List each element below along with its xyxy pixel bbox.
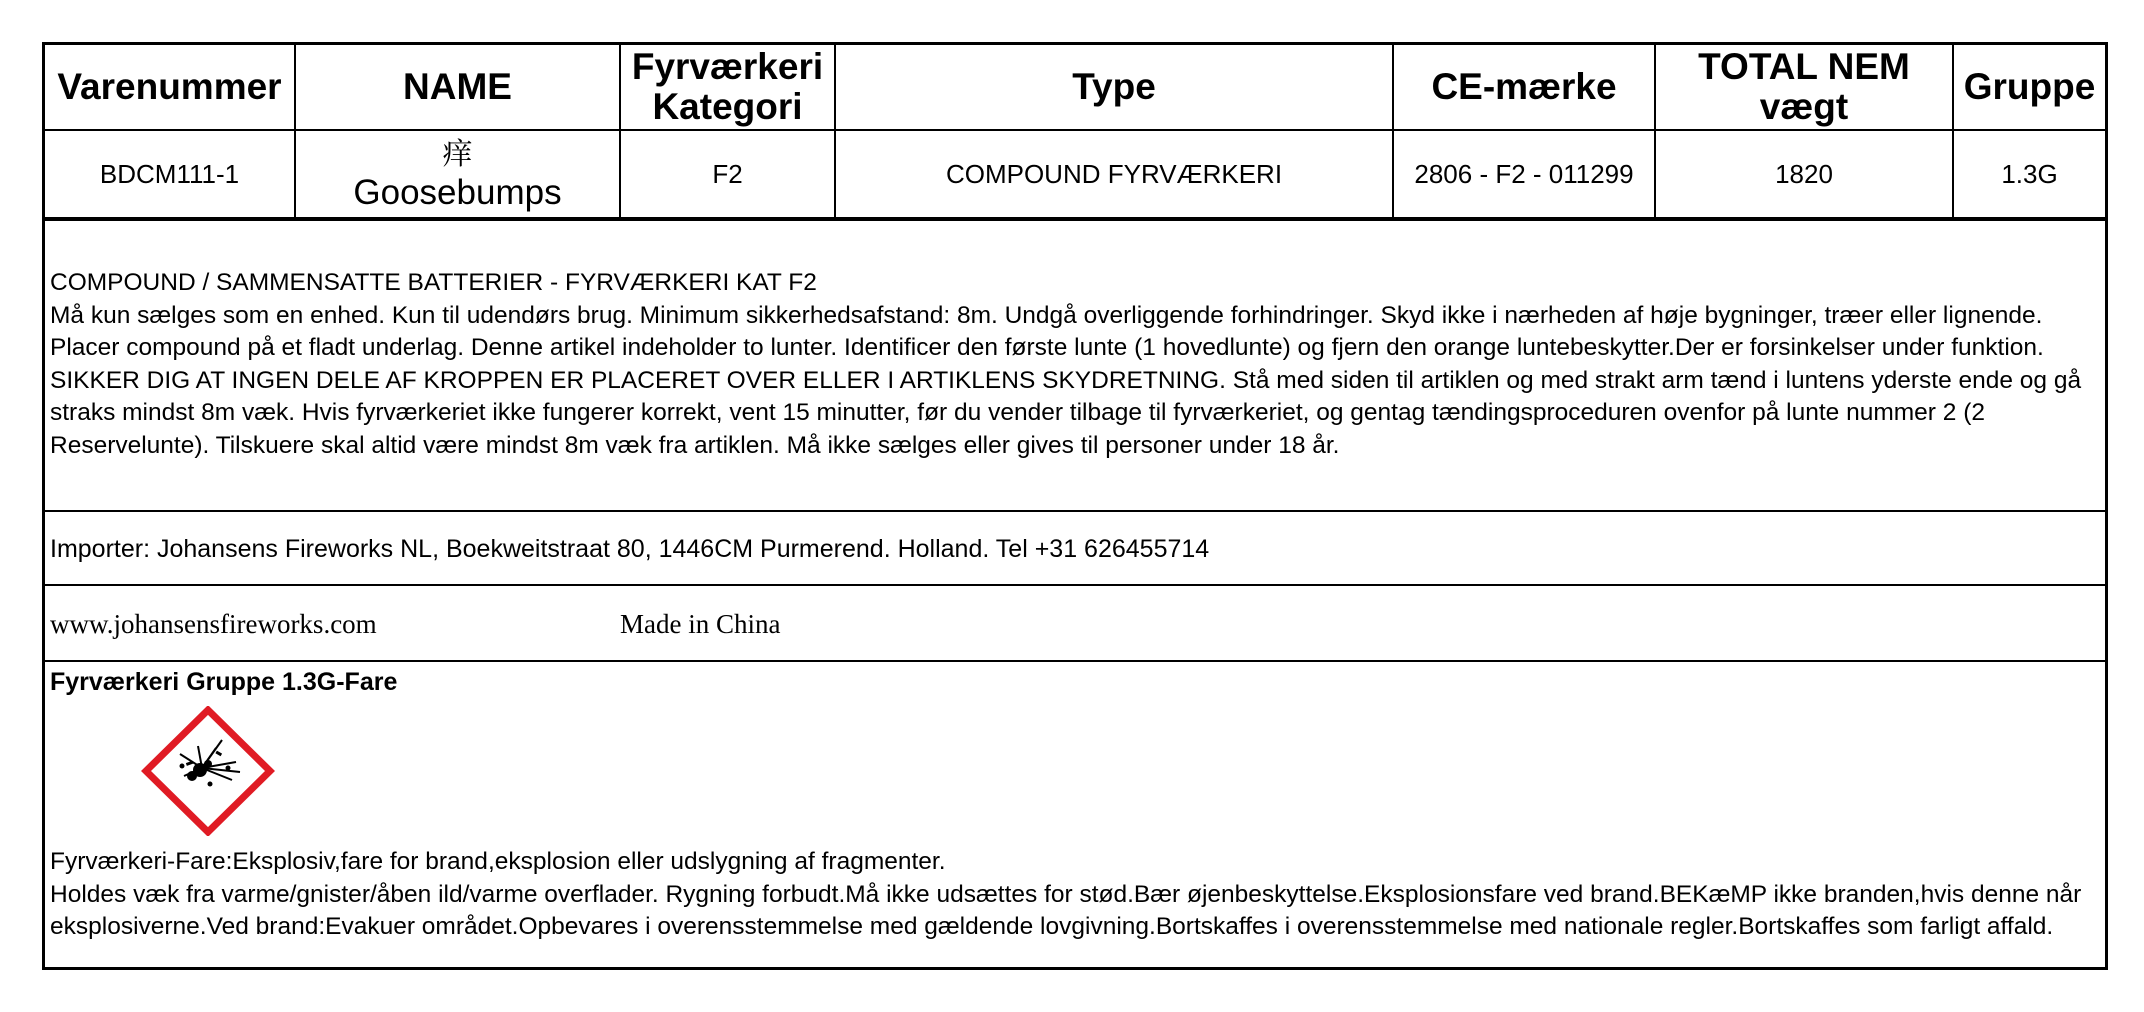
header-kategori — [620, 45, 835, 130]
hazard-title: Fyrværkeri Gruppe 1.3G-Fare — [50, 668, 398, 696]
product-info-table — [45, 45, 2105, 219]
hazard-precautions: Holdes væk fra varme/gnister/åben ild/varme overflader. Rygning forbudt.Må ikke udsættes for stød.Bær øjenbeskyttelse.Eksplosionsfare ved brand.BEKæMP ikke branden,hvis denne når eksplosiverne.Ved brand:Evakuer området.Opbevares i overensstemmelse med gældende lovgivning.Bortskaffes i overensstemmelse med nationale regler.Bortskaffes som farligt affald. — [50, 880, 2082, 940]
web-section — [45, 584, 2105, 660]
table-row — [45, 130, 2105, 218]
made-in-text: Made in China — [620, 609, 781, 639]
cell-type: COMPOUND FYRVÆRKERI — [835, 130, 1393, 218]
cell-name — [295, 130, 620, 218]
cell-varenummer: BDCM111-1 — [45, 130, 295, 218]
header-nem — [1655, 45, 1953, 130]
cell-nem: 1820 — [1655, 130, 1953, 218]
table-header-row — [45, 45, 2105, 130]
header-gruppe: Gruppe — [1953, 45, 2105, 130]
product-label-sheet — [42, 42, 2108, 970]
importer-text: Importer: Johansens Fireworks NL, Boekweitstraat 80, 1446CM Purmerend. Holland. Tel +31 626455714 — [50, 535, 1210, 563]
product-name-english: Goosebumps — [353, 173, 562, 212]
header-name: NAME — [295, 45, 620, 130]
cell-kategori: F2 — [620, 130, 835, 218]
hazard-section — [45, 660, 2105, 944]
header-ce: CE-mærke — [1393, 45, 1655, 130]
header-kategori-line1: Fyrværkeri — [631, 46, 824, 87]
explosive-ghs-icon — [140, 706, 276, 836]
cell-ce: 2806 - F2 - 011299 — [1393, 130, 1655, 218]
header-kategori-line2: Kategori — [652, 86, 803, 127]
description-title: COMPOUND / SAMMENSATTE BATTERIER - FYRVÆRKERI KAT F2 — [50, 269, 817, 296]
hazard-statement: Fyrværkeri-Fare:Eksplosiv,fare for brand,eksplosion eller udslygning af fragmenter. — [50, 848, 946, 875]
header-type: Type — [835, 45, 1393, 130]
cell-gruppe: 1.3G — [1953, 130, 2105, 218]
description-section — [45, 219, 2105, 510]
description-body: Må kun sælges som en enhed. Kun til udendørs brug. Minimum sikkerhedsafstand: 8m. Undgå overliggende forhindringer. Skyd ikke i nærheden af høje bygninger, træer eller lignende. Placer compound på et fladt underlag. Denne artikel indeholder to lunter. Identificer den første lunte (1 hovedlunte) og fjern den orange luntebeskytter.Der er forsinkelser under funktion. SIKKER DIG AT INGEN DELE AF KROPPEN ER PLACERET OVER ELLER I ARTIKLENS SKYDRETNING. Stå med siden til artiklen og med strakt arm tænd i luntens yderste ende og gå straks mindst 8m væk. Hvis fyrværkeriet ikke fungerer korrekt, vent 15 minutter, før du vender tilbage til fyrværkeriet, og gentag tændingsproceduren ovenfor på lunte nummer 2 (2 Reservelunte). Tilskuere skal altid være mindst 8m væk fra artiklen. Må ikke sælges eller gives til personer under 18 år. — [50, 301, 2082, 459]
header-varenummer: Varenummer — [45, 45, 295, 130]
importer-section — [45, 510, 2105, 584]
header-nem-line1: TOTAL NEM — [1698, 46, 1910, 87]
product-name-chinese: 痒 — [442, 137, 473, 172]
header-nem-line2: vægt — [1759, 86, 1849, 127]
website-url: www.johansensfireworks.com — [50, 609, 377, 639]
